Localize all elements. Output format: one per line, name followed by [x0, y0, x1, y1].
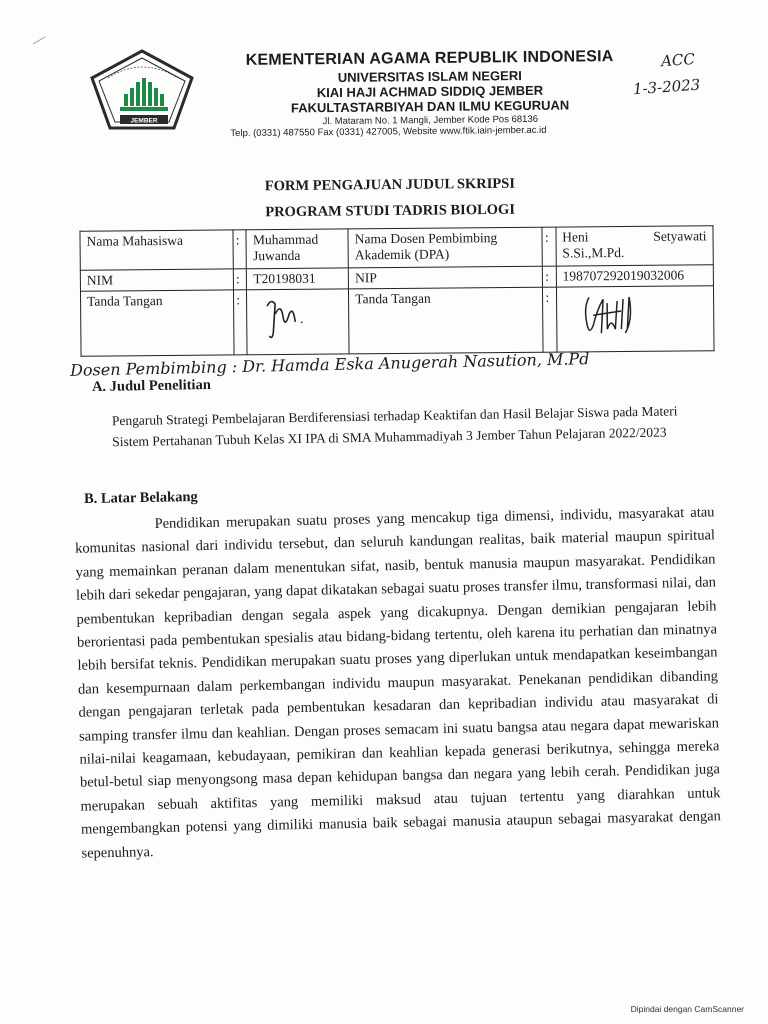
table-row: [80, 226, 713, 270]
logo-text: JEMBER: [130, 117, 158, 125]
section-a-heading: A. Judul Penelitian: [91, 376, 211, 396]
nim-value: T20198031: [247, 268, 349, 290]
advisor-name: Heni Setyawati S.Si.,M.Pd.: [556, 226, 714, 266]
signature-label-student: Tanda Tangan: [80, 290, 234, 356]
nip-label: NIP: [348, 266, 542, 289]
address: Jl. Mataram No. 1 Mangli, Jember Kode Pos 68136: [322, 113, 539, 128]
letterhead: [210, 48, 651, 140]
contact-line: Telp. (0331) 487550 Fax (0331) 427005, Website www.ftik.iain-jember.ac.id: [230, 124, 547, 140]
student-signature-cell: [247, 289, 349, 355]
colon: :: [234, 290, 248, 355]
section-b-heading: B. Latar Belakang: [83, 489, 198, 507]
nip-value: 198707292019032006: [556, 264, 713, 287]
nim-label: NIM: [80, 269, 233, 292]
table-row: [80, 286, 714, 357]
student-name: Muhammad Juwanda: [246, 229, 348, 268]
approval-note: ACC: [660, 49, 696, 71]
background-text: [74, 501, 721, 865]
student-signature-icon: [253, 292, 323, 345]
approval-date: 1-3-2023: [632, 75, 701, 99]
scan-artifact: [33, 37, 46, 45]
university-line2: KIAI HAJI ACHMAD SIDDIQ JEMBER: [316, 82, 544, 101]
supervisor-handwritten-note: Dosen Pembimbing : Dr. Hamda Eska Anugerah Nasution, M.Pd: [69, 349, 590, 380]
form-title: [190, 170, 591, 226]
university-logo: [88, 48, 196, 134]
advisor-signature-icon: [563, 289, 663, 342]
faculty-name: FAKULTASTARBIYAH DAN ILMU KEGURUAN: [290, 97, 570, 116]
colon: :: [233, 230, 247, 269]
form-title-line2: PROGRAM STUDI TADRIS BIOLOGI: [265, 201, 516, 221]
ministry-name: KEMENTERIAN AGAMA REPUBLIK INDONESIA: [245, 48, 614, 69]
handwritten-approval: [630, 46, 701, 103]
advisor-signature-cell: [556, 286, 714, 352]
research-title: Pengaruh Strategi Pembelajaran Berdiferensiasi terhadap Keaktifan dan Hasil Belajar Siswa pada Materi Sistem Pertahanan Tubuh Kelas XI IPA di SMA Muhammadiyah 3 Jember Tahun Pelajaran 2022/2023: [111, 403, 678, 450]
colon: :: [543, 287, 557, 352]
student-name-label: Nama Mahasiswa: [80, 230, 233, 270]
colon: :: [542, 227, 556, 266]
colon: :: [233, 268, 247, 289]
student-info-table: [79, 225, 714, 357]
advisor-label: Nama Dosen Pembimbing Akademik (DPA): [348, 227, 543, 267]
scanner-watermark: Dipindai dengan CamScanner: [630, 1004, 744, 1014]
signature-label-advisor: Tanda Tangan: [349, 287, 544, 354]
colon: :: [543, 266, 557, 287]
university-line1: UNIVERSITAS ISLAM NEGERI: [337, 68, 522, 85]
form-title-line1: FORM PENGAJUAN JUDUL SKRIPSI: [264, 175, 516, 195]
background-paragraph: Pendidikan merupakan suatu proses yang mencakup tiga dimensi, individu, masyarakat atau komunitas nasional dari individu tersebut, dan seluruh kandungan realitas, baik material maupun spiritual yang memainkan peranan dalam menentukan sifat, nasib, bentuk manusia maupun masyarakat. Pendidikan lebih dari sekedar pengajaran, yang dapat dikatakan sebagai suatu proses transfer ilmu, transformasi nilai, dan pembentukan kepribadian dengan segala aspek yang dicakupnya. Dengan demikian pengajaran lebih berorientasi pada pembentukan spesialis atau bidang-bidang tertentu, oleh karena itu perhatian dan minatnya lebih bersifat teknis. Pendidikan merupakan suatu proses yang diperlukan untuk mendapatkan keseimbangan dan kesempurnaan dalam perkembangan individu maupun masyarakat. Penekanan pendidikan dibanding dengan pengajaran terletak pada pembentukan kesadaran dan kepribadian individu atau masyarakat di samping transfer ilmu dan keahlian. Dengan proses semacam ini suatu bangsa atau negara dapat mewariskan nilai-nilai keagamaan, kebudayaan, pemikiran dan keahlian kepada generasi berikutnya, sehingga mereka betul-betul siap menyongsong masa depan kehidupan bangsa dan negara yang lebih cerah. Pendidikan juga merupakan sebuah aktifitas yang memiliki maksud atau tujuan tertentu yang diarahkan untuk mengembangkan potensi yang dimiliki manusia baik sebagai manusia ataupun sebagai masyarakat dengan sepenuhnya.: [74, 504, 722, 862]
